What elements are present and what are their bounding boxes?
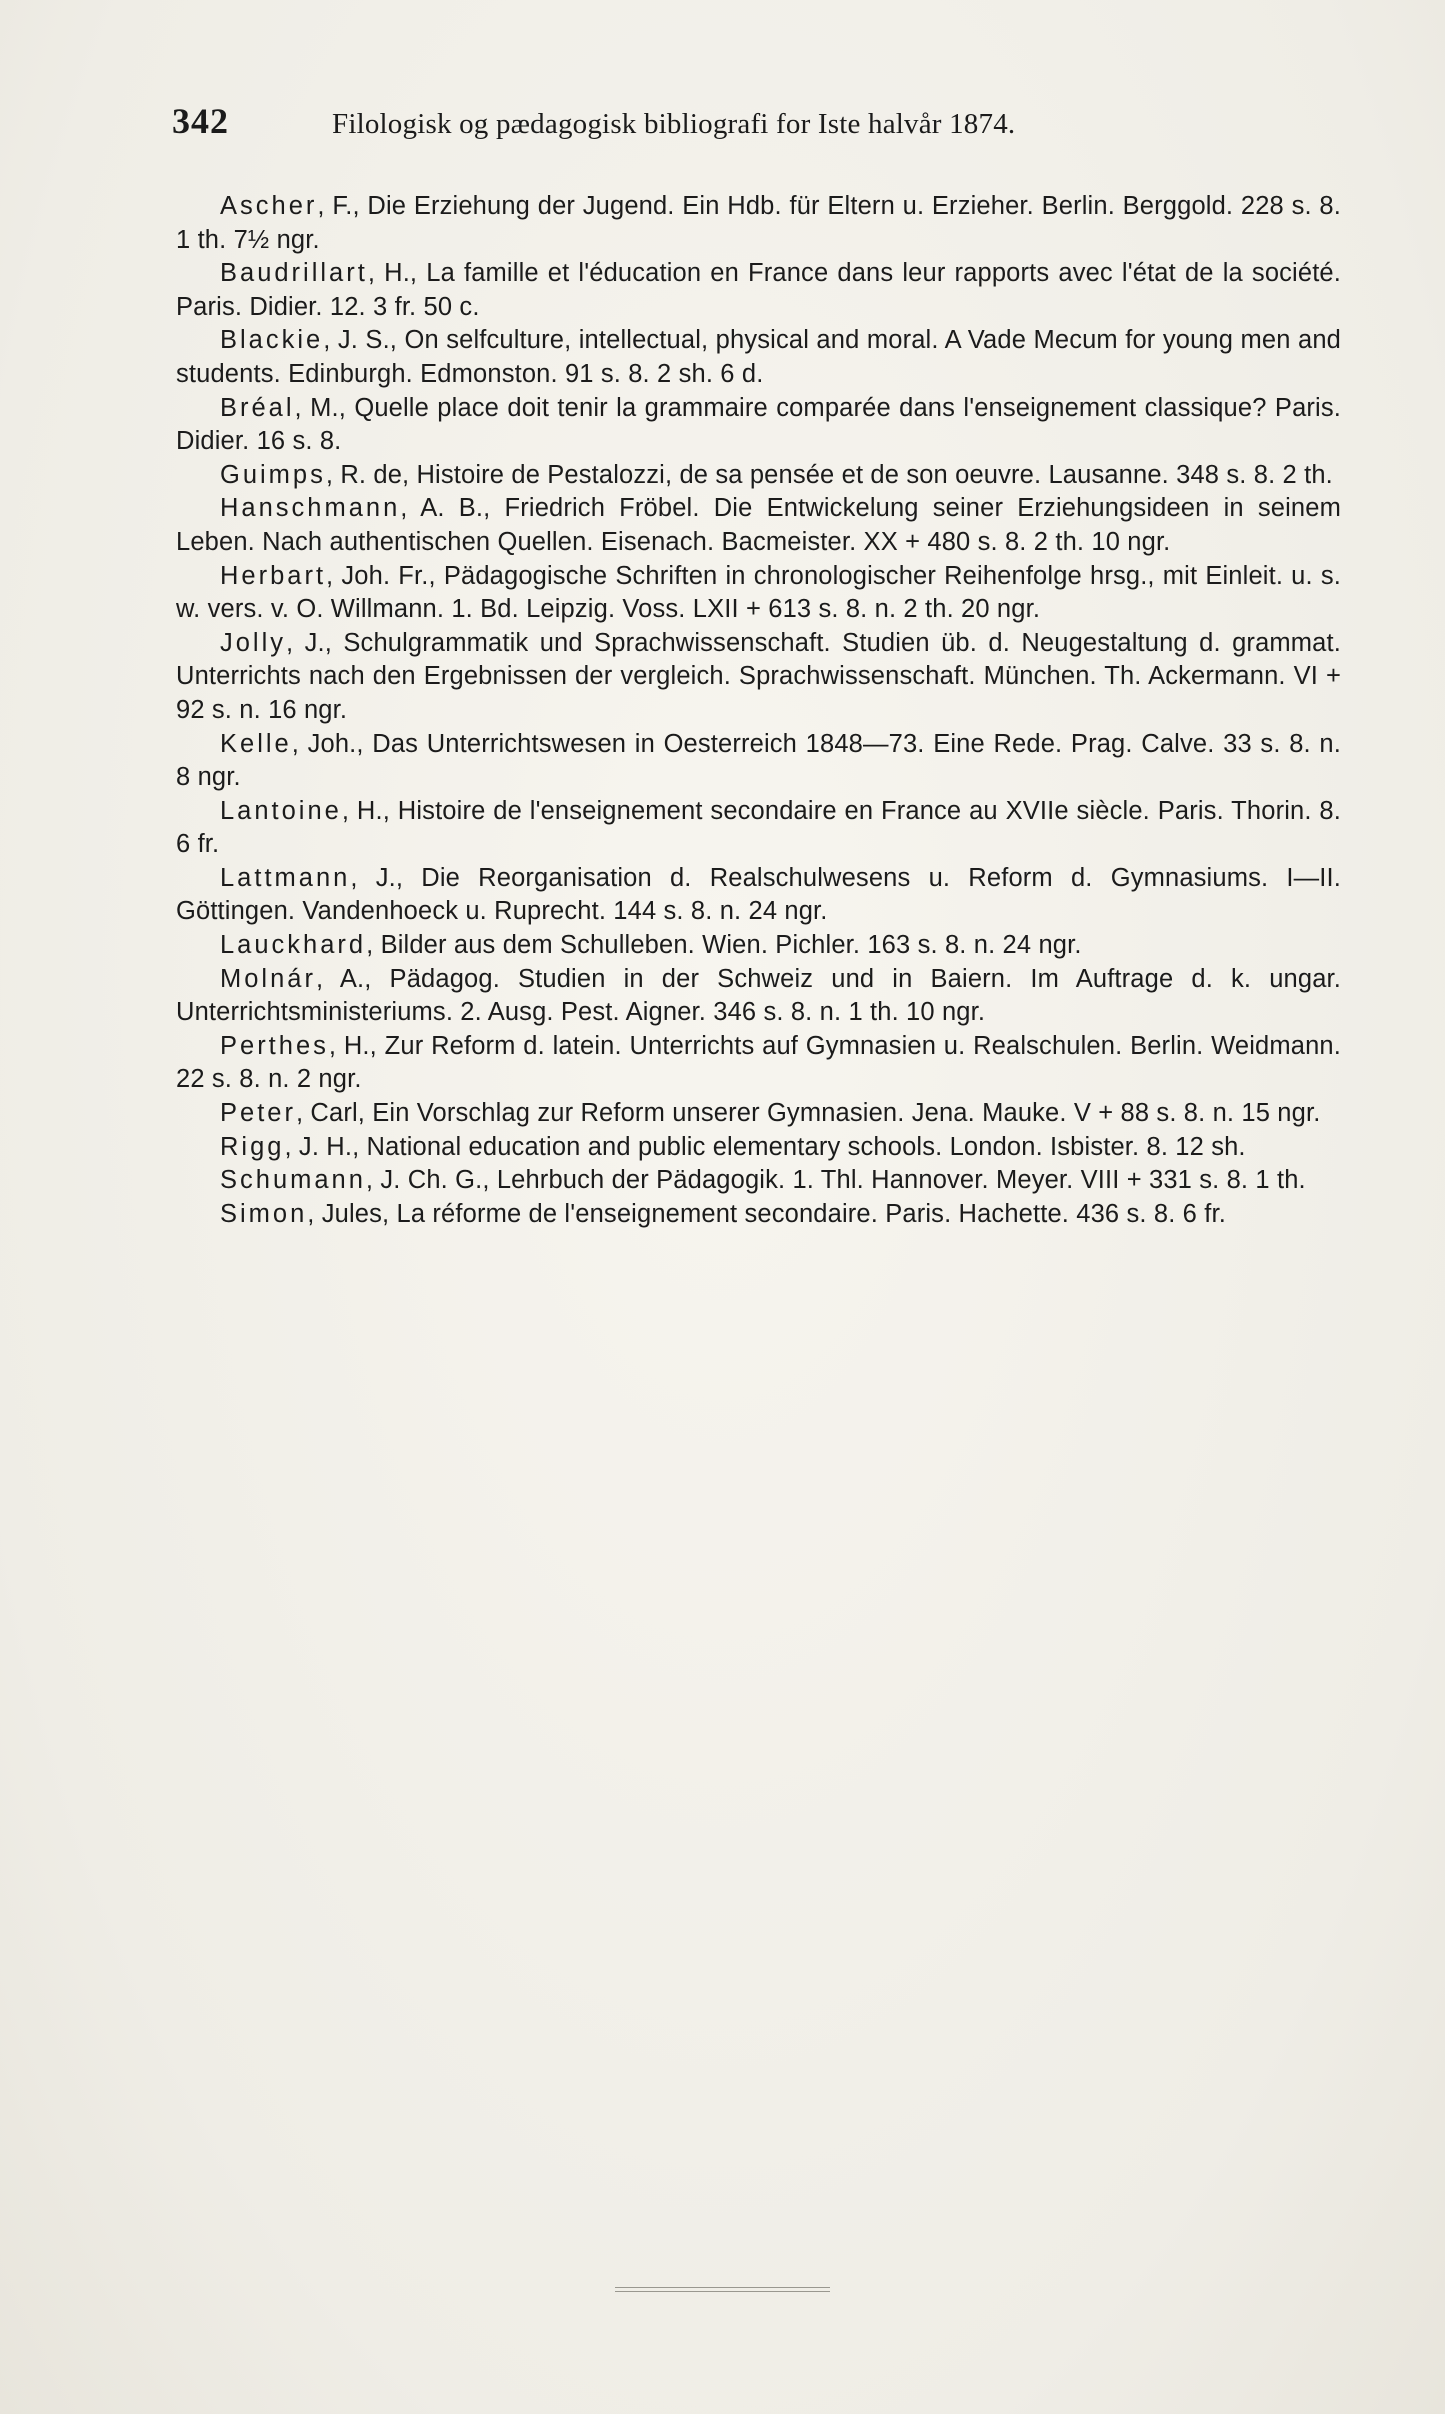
entry-text: , H., Zur Reform d. latein. Unterrichts auf Gymnasien u. Realschulen. Berlin. Weidmann. 22 s. 8. n. 2 ngr. <box>176 1031 1341 1094</box>
footer-rule <box>615 2287 830 2288</box>
bibliography-entry <box>176 795 1341 862</box>
entry-author: Herbart <box>220 561 327 590</box>
entry-author: Peter <box>220 1099 296 1128</box>
bibliography-entry <box>176 257 1341 324</box>
bibliography-entry <box>176 963 1341 1030</box>
entry-text: , H., Histoire de l'enseignement secondaire en France au XVIIe siècle. Paris. Thorin. 8. 6 fr. <box>176 796 1341 859</box>
entry-text: , Jules, La réforme de l'enseignement secondaire. Paris. Hachette. 436 s. 8. 6 fr. <box>307 1199 1226 1228</box>
entry-author: Simon <box>220 1199 308 1228</box>
bibliography-entries <box>176 190 1341 1231</box>
running-head <box>172 100 1345 150</box>
bibliography-entry <box>176 324 1341 391</box>
entry-text: , Joh., Das Unterrichtswesen in Oesterreich 1848—73. Eine Rede. Prag. Calve. 33 s. 8. n. 8 ngr. <box>176 729 1341 792</box>
entry-text: , M., Quelle place doit tenir la grammaire comparée dans l'enseignement classique? Paris. Didier. 16 s. 8. <box>176 393 1341 456</box>
entry-text: , Joh. Fr., Pädagogische Schriften in chronologischer Reihenfolge hrsg., mit Einleit. u. s. w. vers. v. O. Willmann. 1. Bd. Leipzig. Voss. LXII + 613 s. 8. n. 2 th. 20 ngr. <box>176 561 1341 624</box>
entry-text: , J. Ch. G., Lehrbuch der Pädagogik. 1. Thl. Hannover. Meyer. VIII + 331 s. 8. 1 th. <box>365 1166 1306 1195</box>
bibliography-entry <box>176 929 1341 963</box>
entry-author: Perthes <box>220 1031 329 1060</box>
entry-text: , J. H., National education and public elementary schools. London. Isbister. 8. 12 sh. <box>284 1132 1246 1161</box>
bibliography-entry <box>176 1131 1341 1165</box>
entry-text: , H., La famille et l'éducation en France dans leur rapports avec l'état de la société. Paris. Didier. 12. 3 fr. 50 c. <box>176 259 1341 321</box>
entry-author: Blackie <box>220 326 324 355</box>
entry-author: Rigg <box>220 1132 285 1161</box>
footer-rule <box>615 2291 830 2292</box>
bibliography-entry <box>176 392 1341 459</box>
entry-text: , Carl, Ein Vorschlag zur Reform unserer Gymnasien. Jena. Mauke. V + 88 s. 8. n. 15 ngr. <box>295 1099 1321 1128</box>
entry-author: Kelle <box>220 729 292 758</box>
entry-text: , R. de, Histoire de Pestalozzi, de sa pensée et de son oeuvre. Lausanne. 348 s. 8. 2 th. <box>325 460 1333 489</box>
bibliography-entry <box>176 560 1341 627</box>
entry-text: , A., Pädagog. Studien in der Schweiz und in Baiern. Im Auftrage d. k. ungar. Unterrichtsministeriums. 2. Ausg. Pest. Aigner. 346 s. 8. n. 1 th. 10 ngr. <box>176 964 1341 1027</box>
page-number: 342 <box>172 101 229 141</box>
bibliography-entry <box>176 862 1341 929</box>
entry-text: , A. B., Friedrich Fröbel. Die Entwickelung seiner Erziehungsideen in seinem Leben. Nach authentischen Quellen. Eisenach. Bacmeister. XX + 480 s. 8. 2 th. 10 ngr. <box>176 494 1341 556</box>
entry-text: , J. S., On selfculture, intellectual, physical and moral. A Vade Mecum for young men and students. Edinburgh. Edmonston. 91 s. 8. 2 sh. 6 d. <box>176 326 1341 388</box>
entry-author: Schumann <box>220 1166 366 1195</box>
bibliography-entry <box>176 1164 1341 1198</box>
running-title: Filologisk og pædagogisk bibliografi for Iste halvår 1874. <box>332 108 1016 140</box>
entry-text: , J., Die Reorganisation d. Realschulwesens u. Reform d. Gymnasiums. I—II. Göttingen. Vandenhoeck u. Ruprecht. 144 s. 8. n. 24 ngr. <box>176 863 1341 926</box>
entry-author: Bréal <box>220 393 295 422</box>
entry-author: Lattmann <box>220 863 351 892</box>
bibliography-entry <box>176 627 1341 728</box>
entry-author: Jolly <box>220 628 287 657</box>
entry-author: Molnár <box>220 964 316 993</box>
bibliography-entry <box>176 728 1341 795</box>
entry-author: Baudrillart <box>220 259 368 288</box>
entry-text: , J., Schulgrammatik und Sprachwissenschaft. Studien üb. d. Neugestaltung d. grammat. Unterrichts nach den Ergebnissen der vergleich. Sprachwissenschaft. München. Th. Ackermann. VI + 92 s. n. 16 ngr. <box>176 628 1341 724</box>
entry-author: Ascher <box>220 192 318 220</box>
entry-text: , F., Die Erziehung der Jugend. Ein Hdb. für Eltern u. Erzieher. Berlin. Berggold. 228 s. 8. 1 th. 7½ ngr. <box>176 192 1341 254</box>
entry-author: Lantoine <box>220 796 342 825</box>
entry-author: Lauckhard <box>220 931 367 960</box>
bibliography-entry <box>176 1030 1341 1097</box>
entry-author: Guimps <box>220 460 326 489</box>
entry-text: , Bilder aus dem Schulleben. Wien. Pichler. 163 s. 8. n. 24 ngr. <box>366 931 1082 960</box>
bibliography-entry <box>176 1097 1341 1131</box>
bibliography-entry <box>176 459 1341 493</box>
entry-author: Hanschmann <box>220 494 401 523</box>
bibliography-entry <box>176 1198 1341 1232</box>
bibliography-entry <box>176 492 1341 559</box>
bibliography-entry <box>176 190 1341 257</box>
